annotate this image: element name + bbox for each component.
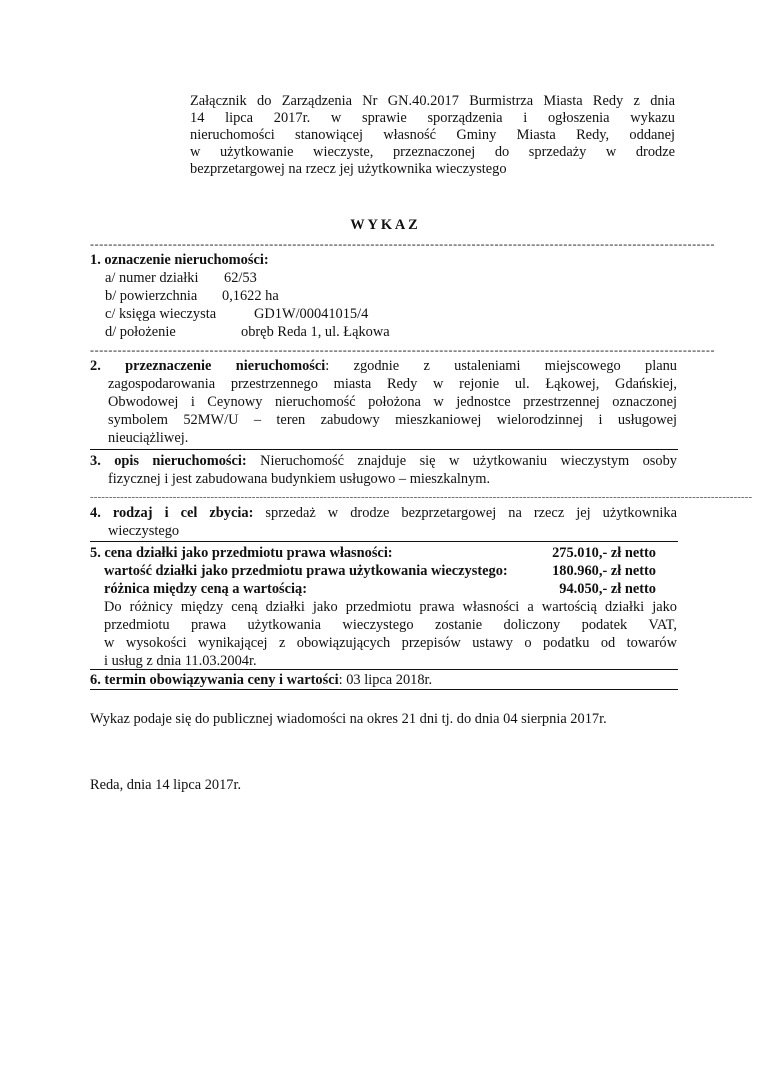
- area-label: b/ powierzchnia: [105, 288, 198, 304]
- section-3-text: Nieruchomość znajduje się w użytkowaniu wieczystym osoby: [246, 453, 677, 469]
- value-perpetual-usufruct-value: 180.960,- zł netto: [552, 563, 656, 579]
- header-line-1: Załącznik do Zarządzenia Nr GN.40.2017 Burmistrza Miasta Redy z dnia: [190, 93, 675, 109]
- header-line-3: nieruchomości stanowiącej własność Gminy Miasta Redy, oddanej: [190, 127, 675, 143]
- section-rule: [90, 449, 678, 450]
- publication-notice: Wykaz podaje się do publicznej wiadomości na okres 21 dni tj. do dnia 04 sierpnia 2017r.: [90, 711, 607, 727]
- header-line-2: 14 lipca 2017r. w sprawie sporządzenia i ogłoszenia wykazu: [190, 110, 675, 126]
- location-value: obręb Reda 1, ul. Łąkowa: [241, 324, 390, 340]
- dashed-separator: ----------------------------------------------------------------------------------------------------------------------------------------: [90, 237, 716, 251]
- area-value: 0,1622 ha: [222, 288, 279, 304]
- section-3-line-2: fizycznej i jest zabudowana budynkiem usługowo – mieszkalnym.: [108, 471, 491, 487]
- section-4-heading: 4. rodzaj i cel zbycia:: [90, 505, 254, 521]
- section-2-line-2: zagospodarowania przestrzennego miasta Redy w rejonie ul. Łąkowej, Gdańskiej,: [108, 376, 677, 392]
- price-ownership-label: 5. cena działki jako przedmiotu prawa własności:: [90, 545, 393, 561]
- value-perpetual-usufruct-label: wartość działki jako przedmiotu prawa użytkowania wieczystego:: [104, 563, 508, 579]
- parcel-number-value: 62/53: [224, 270, 257, 286]
- parcel-number-label: a/ numer działki: [105, 270, 199, 286]
- vat-note-line-2: przedmiotu prawa użytkowania wieczystego zostanie doliczony podatek VAT,: [104, 617, 677, 633]
- section-3-heading: 3. opis nieruchomości:: [90, 453, 247, 469]
- land-register-label: c/ księga wieczysta: [105, 306, 217, 322]
- section-rule: [90, 689, 678, 690]
- section-4-text: sprzedaż w drodze bezprzetargowej na rzecz jej użytkownika: [253, 505, 677, 521]
- document-title: W Y K A Z: [350, 217, 418, 233]
- section-2-line-1: [90, 358, 677, 375]
- section-3-line-1: [90, 453, 677, 470]
- price-value-difference-value: 94.050,- zł netto: [559, 581, 656, 597]
- dashed-separator: --------------------------------------------------------------------------------------------------------------------------------------------------------------------------------: [90, 491, 753, 503]
- dashed-separator: ----------------------------------------------------------------------------------------------------------------------------------------: [90, 343, 716, 357]
- section-1-heading: 1. oznaczenie nieruchomości:: [90, 252, 269, 268]
- price-ownership-value: 275.010,- zł netto: [552, 545, 656, 561]
- section-2-heading: 2. przeznaczenie nieruchomości: [90, 358, 326, 374]
- section-rule: [90, 541, 678, 542]
- location-label: d/ położenie: [105, 324, 176, 340]
- price-value-difference-label: różnica między ceną a wartością:: [104, 581, 308, 597]
- vat-note-line-4: i usług z dnia 11.03.2004r.: [104, 653, 257, 669]
- section-4-line-1: [90, 505, 677, 522]
- land-register-value: GD1W/00041015/4: [254, 306, 369, 322]
- section-2-line-3: Obwodowej i Ceynowy nieruchomość położona w jednostce przestrzennej oznaczonej: [108, 394, 677, 410]
- place-and-date: Reda, dnia 14 lipca 2017r.: [90, 777, 242, 793]
- vat-note-line-3: w wysokości wynikającej z obowiązujących przepisów ustawy o podatku od towarów: [104, 635, 677, 651]
- section-6-line: [90, 672, 432, 689]
- vat-note-line-1: Do różnicy między ceną działki jako przedmiotu prawa własności a wartością działki jako: [104, 599, 677, 615]
- section-6-value: : 03 lipca 2018r.: [338, 672, 433, 688]
- section-rule: [90, 669, 678, 670]
- header-line-5: bezprzetargowej na rzecz jej użytkownika wieczystego: [190, 161, 507, 177]
- section-2-line-4: symbolem 52MW/U – teren zabudowy mieszkaniowej wielorodzinnej i usługowej: [108, 412, 677, 428]
- section-6-heading: 6. termin obowiązywania ceny i wartości: [90, 672, 339, 688]
- section-2-text: : zgodnie z ustaleniami miejscowego planu: [325, 358, 678, 374]
- section-2-line-5: nieuciążliwej.: [108, 430, 189, 446]
- header-line-4: w użytkowanie wieczyste, przeznaczonej do sprzedaży w drodze: [190, 144, 675, 160]
- section-4-line-2: wieczystego: [108, 523, 180, 539]
